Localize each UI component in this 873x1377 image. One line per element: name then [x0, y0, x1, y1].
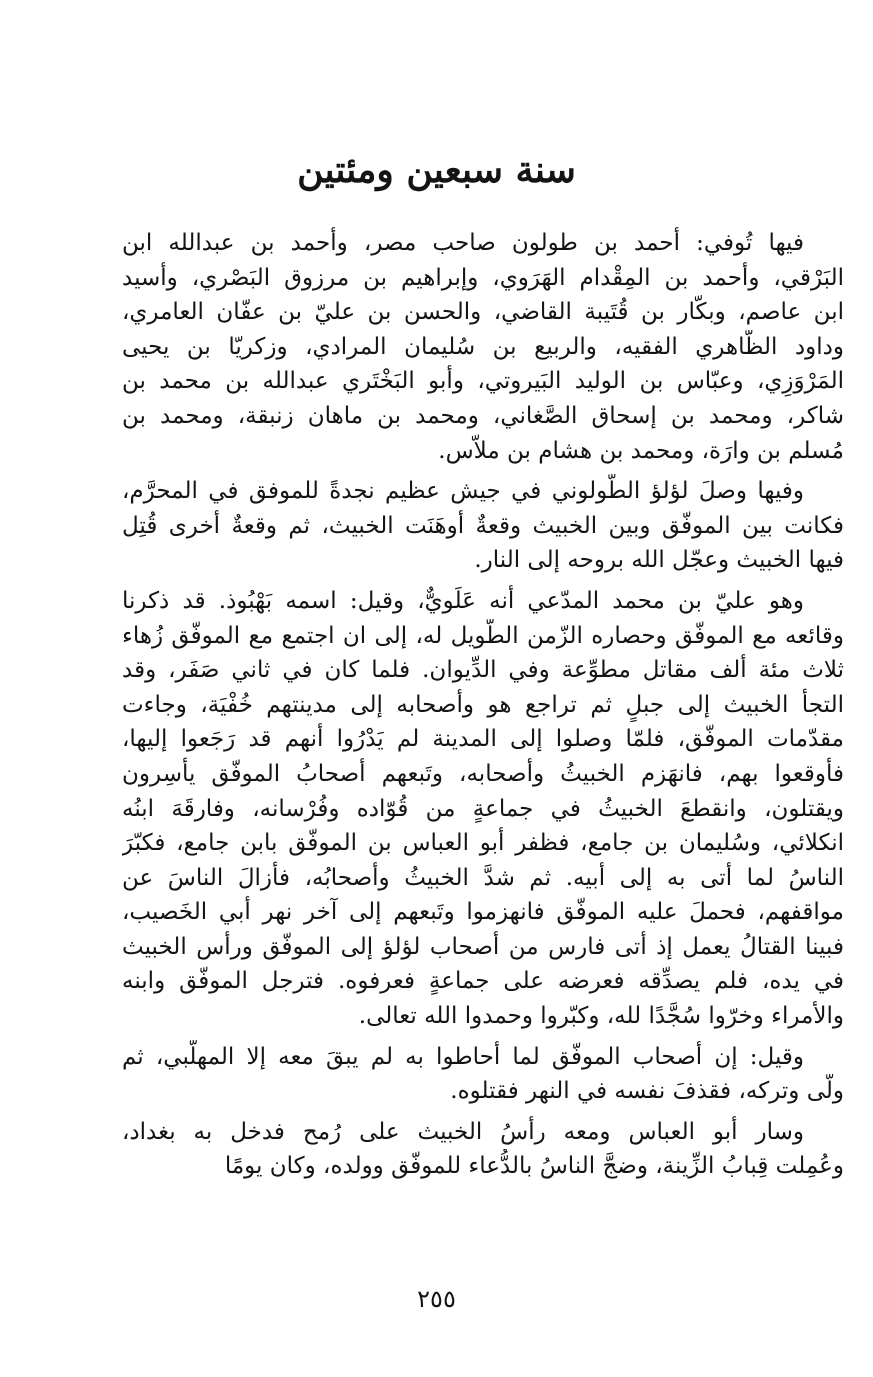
page-title: سنة سبعين ومئتين: [297, 149, 576, 191]
text-line: فيها الخبيث وعجّل الله بروحه إلى النار.: [474, 547, 844, 574]
text-line: ولّى وتركه، فقذفَ نفسه في النهر فقتلوه.: [450, 1078, 844, 1105]
text-line: انكلائي، وسُليمان بن جامع، فظفر أبو العباس بن الموفّق بابن جامع، فكبّرَ: [122, 830, 844, 857]
paragraph: [122, 1040, 844, 1109]
paragraph: [122, 226, 844, 468]
text-line: مُسلم بن وارَة، ومحمد بن هشام بن ملاّس.: [438, 437, 844, 464]
body-text: [122, 226, 844, 1190]
text-line: التجأ الخبيث إلى جبلٍ ثم تراجع هو وأصحابه إلى مدينتهم خُفْيَة، وجاءت: [122, 691, 844, 718]
text-line: وداود الظّاهري الفقيه، والربيع بن سُليمان المرادي، وزكريّا بن يحيى: [122, 333, 844, 360]
text-line: ويقتلون، وانقطعَ الخبيثُ في جماعةٍ من قُوّاده وفُرْسانه، وفارقَهَ ابنُه: [122, 795, 844, 822]
text-line: وقائعه مع الموفّق وحصاره الزّمن الطّويل له، إلى ان اجتمع مع الموفّق زُهاء: [122, 622, 844, 649]
text-line: وقيل: إن أصحاب الموفّق لما أحاطوا به لم يبقَ معه إلا المهلّبي، ثم: [122, 1043, 804, 1070]
text-line: البَرْقي، وأحمد بن المِقْدام الهَرَوي، وإبراهيم بن مرزوق البَصْري، وأسيد: [122, 264, 844, 291]
text-line: مواقفهم، فحملَ عليه الموفّق فانهزموا وتَبعهم إلى آخر نهر أبي الخَصيب،: [122, 899, 844, 926]
text-line: فيها تُوفي: أحمد بن طولون صاحب مصر، وأحمد بن عبدالله ابن: [122, 230, 804, 256]
text-line: فبينا القتالُ يعمل إذ أتى فارس من أصحاب لؤلؤ إلى الموفّق ورأس الخبيث: [122, 933, 844, 960]
text-line: فأوقعوا بهم، فانهَزم الخبيثُ وأصحابه، وتَبعهم أصحابُ الموفّق يأسِرون: [122, 760, 844, 787]
text-line: ابن عاصم، وبكّار بن قُتَيبة القاضي، والحسن بن عليّ بن عفّان العامري،: [122, 299, 844, 326]
paragraph: [122, 1115, 844, 1184]
text-line: والأمراء وخرّوا سُجَّدًا لله، وكبّروا وحمدوا الله تعالى.: [358, 1003, 844, 1030]
text-line: وهو عليّ بن محمد المدّعي أنه عَلَويٌّ، وقيل: اسمه بَهْبُوذ. قد ذكرنا: [122, 587, 804, 614]
page-number: ٢٥٥: [417, 1285, 456, 1313]
paragraph: [122, 584, 844, 1034]
text-line: وعُمِلت قِبابُ الزِّينة، وضجَّ الناسُ بالدُّعاء للموفّق وولده، وكان يومًا: [224, 1153, 844, 1180]
text-line: شاكر، ومحمد بن إسحاق الصَّغاني، ومحمد بن ماهان زنبقة، ومحمد بن: [122, 402, 844, 429]
text-line: الناسُ لما أتى به إلى أبيه. ثم شدَّ الخبيثُ وأصحابُه، فأزالَ الناسَ عن: [122, 864, 844, 891]
text-line: فكانت بين الموفّق وبين الخبيث وقعةٌ أوهَنَت الخبيث، ثم وقعةٌ أخرى قُتِل: [122, 512, 844, 539]
text-line: ثلاث مئة ألف مقاتل مطوِّعة وفي الدِّيوان. فلما كان في ثاني صَفَر، وقد: [122, 657, 844, 684]
text-line: في يده، فلم يصدِّقه فعرضه على جماعةٍ فعرفوه. فترجل الموفّق وابنه: [122, 968, 844, 995]
text-line: وفيها وصلَ لؤلؤ الطُّولوني في جيش عظيم نجدةً للموفق في المحرَّم،: [122, 478, 804, 505]
text-line: مقدّمات الموفّق، فلمّا وصلوا إلى المدينة لم يَدْرُوا أنهم قد رَجَعوا إليها،: [122, 726, 844, 753]
paragraph: [122, 474, 844, 578]
text-line: المَرْوَزِي، وعبّاس بن الوليد البَيروتي، وأبو البَخْتَري عبدالله بن محمد بن: [122, 368, 844, 395]
text-line: وسار أبو العباس ومعه رأسُ الخبيث على رُمح فدخل به بغداد،: [122, 1118, 804, 1145]
